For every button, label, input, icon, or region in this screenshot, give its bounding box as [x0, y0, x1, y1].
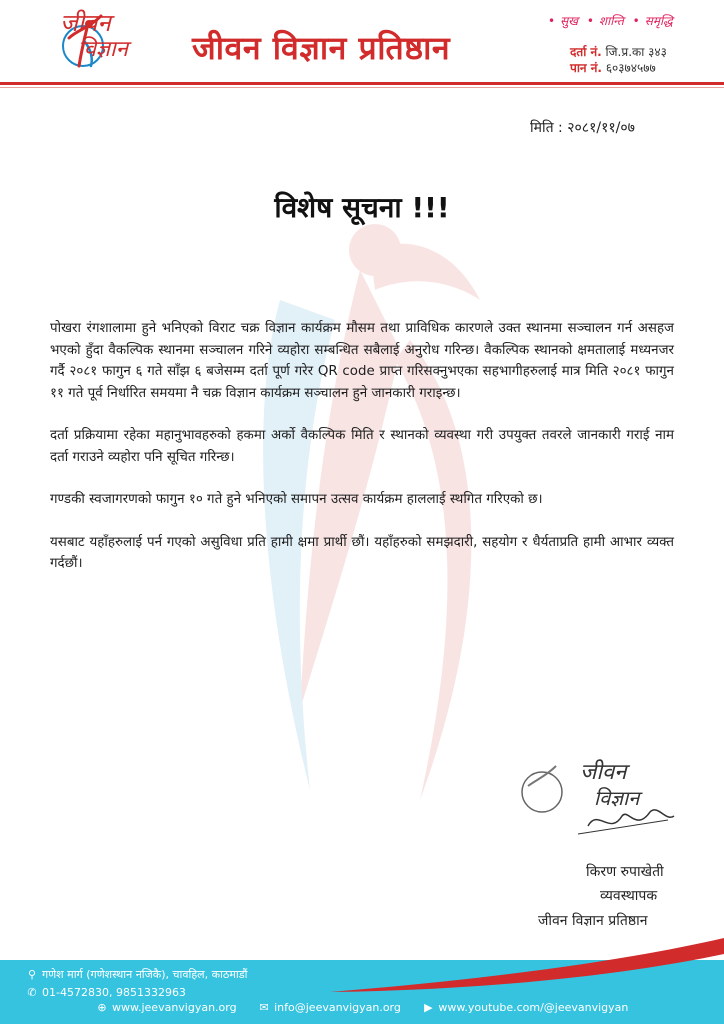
- header-divider-thin: [0, 87, 724, 88]
- website-text: www.jeevanvigyan.org: [112, 1001, 237, 1014]
- slogan-item: समृद्धि: [644, 14, 673, 28]
- signature-logo-text1: जीवन: [580, 760, 627, 785]
- reg-value: जि.प्र.का ३४३: [605, 45, 667, 59]
- date-value: २०८१/११/०७: [567, 120, 635, 136]
- phone-icon: ✆: [27, 986, 37, 999]
- notice-body: [50, 318, 674, 596]
- footer-address: [26, 967, 247, 982]
- header-divider: [0, 82, 724, 85]
- slogan-item: शान्ति: [598, 14, 624, 28]
- globe-icon: ⊕: [97, 1001, 107, 1014]
- date-label: मिति :: [530, 120, 563, 136]
- email-text: info@jeevanvigyan.org: [274, 1001, 401, 1014]
- slogan-item: सुख: [560, 14, 579, 28]
- youtube-text: www.youtube.com/@jeevanvigyan: [438, 1001, 629, 1014]
- mail-icon: ✉: [259, 1001, 269, 1014]
- logo-text-line2: विज्ञान: [78, 37, 128, 62]
- signatory-role: व्यवस्थापक: [600, 888, 658, 904]
- map-pin-icon: ⚲: [27, 968, 37, 981]
- notice-title: विशेष सूचना !!!: [274, 191, 450, 224]
- registration-info: [570, 44, 667, 76]
- address-text: गणेश मार्ग (गणेशस्थान नजिकै), चावहिल, काठमाडौं: [42, 968, 248, 981]
- signature-logo-text2: विज्ञान: [594, 786, 640, 810]
- reg-label: दर्ता नं.: [570, 45, 602, 59]
- signatory-organization: जीवन विज्ञान प्रतिष्ठान: [538, 913, 648, 929]
- date-line: [530, 118, 635, 137]
- paragraph: दर्ता प्रक्रियामा रहेका महानुभावहरुको हकमा अर्को वैकल्पिक मिति र स्थानको व्यवस्था गरी उपयुक्त तवरले जानकारी गराई नाम दर्ता गराउने व्यहोरा पनि सूचित गरिन्छ।: [50, 428, 674, 465]
- youtube-icon: ▶: [424, 1001, 433, 1014]
- phone-text: 01-4572830, 9851332963: [42, 986, 186, 999]
- paragraph: यसबाट यहाँहरुलाई पर्न गएको असुविधा प्रति हामी क्षमा प्रार्थी छौं। यहाँहरुको समझदारी, सहयोग र धैर्यताप्रति हामी आभार व्यक्त गर्दछौं।: [50, 534, 674, 571]
- signatory-name: किरण रुपाखेती: [586, 864, 664, 880]
- footer-phone: [26, 986, 186, 999]
- paragraph: गण्डकी स्वजागरणको फागुन १० गते हुने भनिएको समापन उत्सव कार्यक्रम हाललाई स्थगित गरिएको छ।: [50, 492, 543, 507]
- organization-title: जीवन विज्ञान प्रतिष्ठान: [192, 29, 451, 67]
- website-link[interactable]: [96, 1001, 237, 1014]
- signature-block-logo: [518, 756, 678, 846]
- email-link[interactable]: [258, 1001, 401, 1014]
- slogan: • सुख • शान्ति • समृद्धि: [548, 14, 673, 28]
- pan-label: पान नं.: [570, 61, 602, 75]
- logo-text-line1: जीवन: [60, 9, 111, 37]
- footer-links: [96, 1001, 646, 1014]
- paragraph: पोखरा रंगशालामा हुने भनिएको विराट चक्र विज्ञान कार्यक्रम मौसम तथा प्राविधिक कारणले उक्त स्थानमा सञ्चालन गर्न असहज भएको हुँदा वैकल्पिक स्थानमा सञ्चालन गरिने व्यहोरा सम्बन्धित सबैलाई अनुरोध गरिन्छ। वैकल्पिक स्थानको क्षमतालाई मध्यनजर गर्दै २०८१ फागुन ६ गते साँझ ६ बजेसम्म दर्ता पूर्ण गरेर QR code प्राप्त गरिसक्नुभएका सहभागीहरुलाई मात्र मिति २०८१ फागुन ११ गते पूर्व निर्धारित समयमा नै चक्र विज्ञान कार्यक्रम सञ्चालन हुने जानकारी गराइन्छ।: [50, 321, 674, 401]
- youtube-link[interactable]: [422, 1001, 628, 1014]
- pan-value: ६०३७४५७७: [605, 61, 656, 75]
